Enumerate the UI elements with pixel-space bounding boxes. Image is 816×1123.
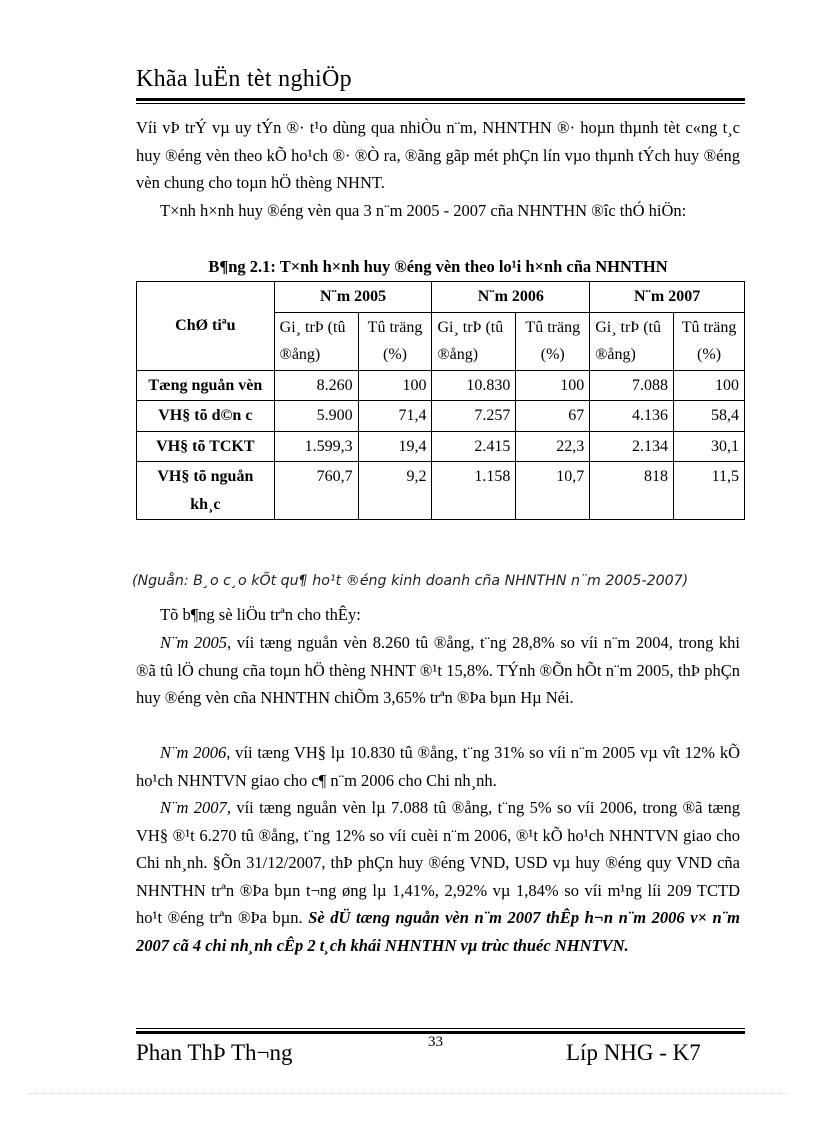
cell-share: 100 — [674, 370, 745, 401]
subheader-share: Tû träng (%) — [674, 312, 745, 370]
paragraph-year-2005 — [136, 629, 740, 712]
cell-value: 818 — [590, 462, 674, 520]
cell-share: 11,5 — [674, 462, 745, 520]
row-label: Tæng nguån vèn — [137, 370, 275, 401]
cell-share: 67 — [516, 401, 590, 432]
cell-share: 58,4 — [674, 401, 745, 432]
footer-author: Phan ThÞ Th¬ng — [136, 1040, 293, 1065]
subheader-value: Gi¸ trÞ (tû ®ång) — [590, 312, 674, 370]
cell-value: 5.900 — [274, 401, 358, 432]
cell-share: 22,3 — [516, 431, 590, 462]
cell-share: 100 — [516, 370, 590, 401]
year-label: N¨m 2006 — [160, 743, 227, 762]
table-row — [137, 462, 745, 520]
column-header-year: N¨m 2006 — [432, 282, 590, 313]
cell-value: 7.088 — [590, 370, 674, 401]
cell-value: 8.260 — [274, 370, 358, 401]
page-header-title: Khãa luËn tèt nghiÖp — [136, 66, 352, 92]
cell-value: 2.134 — [590, 431, 674, 462]
table-source-note: (Nguån: B¸o c¸o kÕt qu¶ ho¹t ®éng kinh doanh cña NHNTHN n¨m 2005-2007) — [132, 573, 689, 589]
paragraph-lead-in: T×nh h×nh huy ®éng vèn qua 3 n¨m 2005 - 2007 cña NHNTHN ®îc thÓ hiÖn: — [160, 201, 687, 220]
table-row — [137, 431, 745, 462]
row-label: VH§ tõ TCKT — [137, 431, 275, 462]
table-header-row — [137, 282, 745, 313]
cell-share: 100 — [358, 370, 432, 401]
subheader-value: Gi¸ trÞ (tû ®ång) — [274, 312, 358, 370]
footer-rule-thin — [136, 1028, 745, 1029]
table-caption: B¶ng 2.1: T×nh h×nh huy ®éng vèn theo lo¹i h×nh cña NHNTHN — [208, 257, 668, 276]
table-row — [137, 370, 745, 401]
cell-share: 71,4 — [358, 401, 432, 432]
paragraph-text: , víi tæng VH§ lµ 10.830 tû ®ång, t¨ng 31% so víi n¨m 2005 vµ vît 12% kÕ ho¹ch NHNTVN giao cho c¶ n¨m 2006 cho Chi nh¸nh. — [136, 743, 741, 790]
paragraph-year-2006 — [136, 739, 740, 794]
paragraph-intro: Víi vÞ trÝ vµ uy tÝn ®· t¹o dùng qua nhiÒu n¨m, NHNTHN ®· hoµn thµnh tèt c«ng t¸c huy ®éng vèn theo kÕ ho¹ch ®· ®Ò ra, ®ãng gãp mét phÇn lín vµo thµnh tÝch huy ®éng vèn chung cho toµn hÖ thèng NHNT. — [136, 118, 740, 192]
year-label: N¨m 2007 — [160, 798, 227, 817]
cell-value: 7.257 — [432, 401, 516, 432]
header-rule-thick — [136, 98, 745, 101]
cell-value: 760,7 — [274, 462, 358, 520]
column-header-year: N¨m 2005 — [274, 282, 432, 313]
cell-value: 4.136 — [590, 401, 674, 432]
page-number: 33 — [428, 1034, 443, 1050]
row-label: VH§ tõ nguån kh¸c — [137, 462, 275, 520]
paragraph-observation: Tõ b¶ng sè liÖu trªn cho thÊy: — [160, 605, 361, 624]
column-header-year: N¨m 2007 — [590, 282, 745, 313]
cell-share: 10,7 — [516, 462, 590, 520]
cell-share: 9,2 — [358, 462, 432, 520]
table-row — [137, 401, 745, 432]
paragraph-emphasis: Sè dÜ tæng nguån vèn n¨m 2007 thÊp h¬n n¨m 2006 v× n¨m 2007 cã 4 chi nh¸nh cÊp 2 t¸ch khái NHNTHN vµ trùc thuéc NHNTVN. — [136, 908, 740, 955]
cell-value: 10.830 — [432, 370, 516, 401]
row-label: VH§ tõ d©n c — [137, 401, 275, 432]
footer-class-label: Líp NHG - K7 — [566, 1040, 701, 1065]
cell-value: 2.415 — [432, 431, 516, 462]
subheader-share: Tû träng (%) — [358, 312, 432, 370]
cell-share: 19,4 — [358, 431, 432, 462]
cell-value: 1.599,3 — [274, 431, 358, 462]
year-label: N¨m 2005 — [160, 633, 228, 652]
header-rule-thin — [136, 103, 745, 104]
cell-value: 1.158 — [432, 462, 516, 520]
page-bottom-divider — [28, 1093, 788, 1094]
capital-mobilization-table — [136, 281, 745, 520]
paragraph-year-2007 — [136, 794, 740, 959]
paragraph-text: , víi tæng nguån vèn 8.260 tû ®ång, t¨ng 28,8% so víi n¨m 2004, trong khi ®ã tû lÖ chung cña toµn hÖ thèng NHNT ®¹t 15,8%. TÝnh ®Õn hÕt n¨m 2005, thÞ phÇn huy ®éng vèn cña NHNTHN chiÕm 3,65% trªn ®Þa bµn Hµ Néi. — [136, 633, 740, 707]
column-header-indicator: ChØ tiªu — [137, 282, 275, 371]
cell-share: 30,1 — [674, 431, 745, 462]
paragraph-text: , víi tæng nguån vèn lµ 7.088 tû ®ång, t¨ng 5% so víi 2006, trong ®ã tæng VH§ ®¹t 6.270 tû ®ång, t¨ng 12% so víi cuèi n¨m 2006, ®¹t kÕ ho¹ch NHNTVN giao cho Chi nh¸nh. §Õn 31/12/2007, thÞ phÇn huy ®éng VND, USD vµ huy ®éng quy VND cña NHNTHN trªn ®Þa bµn t¬ng øng lµ 1,41%, 2,92% vµ 1,84% so víi m¹ng líi 209 TCTD ho¹t ®éng trªn ®Þa bµn. — [136, 798, 740, 927]
subheader-value: Gi¸ trÞ (tû ®ång) — [432, 312, 516, 370]
subheader-share: Tû träng (%) — [516, 312, 590, 370]
